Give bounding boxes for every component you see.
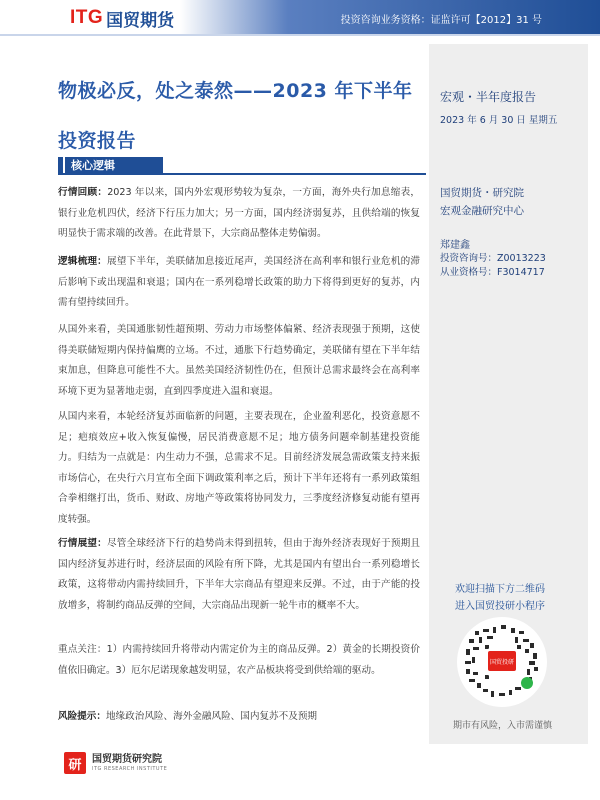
footer-name-en: ITG RESEARCH INSTITUTE <box>92 766 168 772</box>
text-overseas: 从国外来看，美国通胀韧性超预期、劳动力市场整体偏紧、经济表现强于预期，这使得美联储短期内保持偏鹰的立场。不过，通胀下行趋势确定，美联储有望在下半年结束加息，但降息可能性不大。虽然美国经济韧性仍在，但预计总需求最终会在高利率环境下更为显著地走弱，直到四季度进入温和衰退。 <box>58 324 420 397</box>
header <box>0 0 600 46</box>
analyst-name: 郑建鑫 <box>440 240 470 251</box>
footer-text <box>92 754 167 772</box>
paragraph-risk <box>58 707 420 728</box>
report-type: 宏观・半年度报告 <box>440 90 537 104</box>
text-market-review: 2023 年以来，国内外宏观形势较为复杂，一方面，海外央行加息缩表，银行业危机四伏，经济下行压力加大；另一方面，国内经济弱复苏，且供给端的恢复明显快于需求端的改善。在此背景下，大宗商品整体走势偏弱。 <box>58 187 421 239</box>
lead-risk: 风险提示： <box>58 711 106 722</box>
paragraph-focus <box>58 640 420 681</box>
header-divider <box>0 34 600 36</box>
org-center: 宏观金融研究中心 <box>440 205 524 217</box>
org-name: 国贸期货・研究院 <box>440 187 524 199</box>
paragraph-outlook <box>58 534 420 616</box>
paragraph-overseas <box>58 320 420 402</box>
license-text: 投资咨询业务资格：证监许可【2012】31 号 <box>340 15 542 26</box>
lead-market-review: 行情回顾： <box>58 187 108 198</box>
analyst-qualification-number: 从业资格号：F3014717 <box>440 267 545 278</box>
paragraph-domestic <box>58 407 420 530</box>
qr-center-label: 国贸投研 <box>489 659 515 666</box>
report-date: 2023 年 6 月 30 日 星期五 <box>440 115 558 126</box>
paragraph-market-review <box>58 183 420 245</box>
risk-warning-note: 期市有风险，入市需谨慎 <box>453 721 553 731</box>
text-logic: 展望下半年，美联储加息接近尾声，美国经济在高利率和银行业危机的滞后影响下或出现温和衰退；国内在一系列稳增长政策的助力下将得到更好的复苏，内需有望持续回升。 <box>58 256 421 308</box>
logo-itg: ITG <box>70 7 104 28</box>
lead-logic: 逻辑梳理： <box>58 256 107 267</box>
text-risk: 地缘政治风险、海外金融风险、国内复苏不及预期 <box>105 711 318 722</box>
report-title: 物极必反，处之泰然——2023 年下半年投资报告 <box>58 80 413 152</box>
footer-logo <box>64 752 167 774</box>
qr-prompt-line2: 进入国贸投研小程序 <box>455 601 545 612</box>
mini-program-qr-code[interactable] <box>457 617 547 707</box>
footer-name-cn: 国贸期货研究院 <box>92 754 162 765</box>
qr-prompt-line1: 欢迎扫描下方二维码 <box>455 584 545 595</box>
text-outlook: 尽管全球经济下行的趋势尚未得到扭转，但由于海外经济表现好于预期且国内经济复苏进行时，经济层面的风险有所下降，尤其是国内有望出台一系列稳增长政策，这将带动内需持续回升，下半年大宗商品有望迎来反弹。不过，由于产能的投放增多，将制约商品反弹的空间，大宗商品出现新一轮牛市的概率不大。 <box>58 538 421 611</box>
paragraph-logic <box>58 252 420 314</box>
qr-code-icon <box>457 617 547 707</box>
section-label: 核心逻辑 <box>65 157 163 175</box>
section-header-core-logic <box>58 157 426 175</box>
company-logo <box>70 7 174 29</box>
text-focus: 重点关注：1）内需持续回升将带动内需定价为主的商品反弹。2）黄金的长期投资价值依旧确定。3）厄尔尼诺现象越发明显，农产品板块将受到供给端的驱动。 <box>58 644 420 676</box>
logo-cn: 国贸期货 <box>106 10 175 31</box>
research-institute-mark: 研 <box>64 752 86 774</box>
section-underline <box>58 173 426 175</box>
lead-outlook: 行情展望： <box>58 538 107 549</box>
analyst-cert-number: 投资咨询号：Z0013223 <box>440 253 546 264</box>
text-domestic: 从国内来看，本轮经济复苏面临新的问题，主要表现在，企业盈利恶化，投资意愿不足；疤痕效应+收入恢复偏慢，居民消费意愿不足；地方债务问题牵制基建投资能力。归结为一点就是：内生动力不强，总需求不足。目前经济发展急需政策支持来振市场信心，在央行六月宣布全面下调政策利率之后，预计下半年还将有一系列政策组合拳相继打出，货币、财政、房地产等政策将协同发力，三季度经济修复动能有望再度转强。 <box>58 411 420 525</box>
